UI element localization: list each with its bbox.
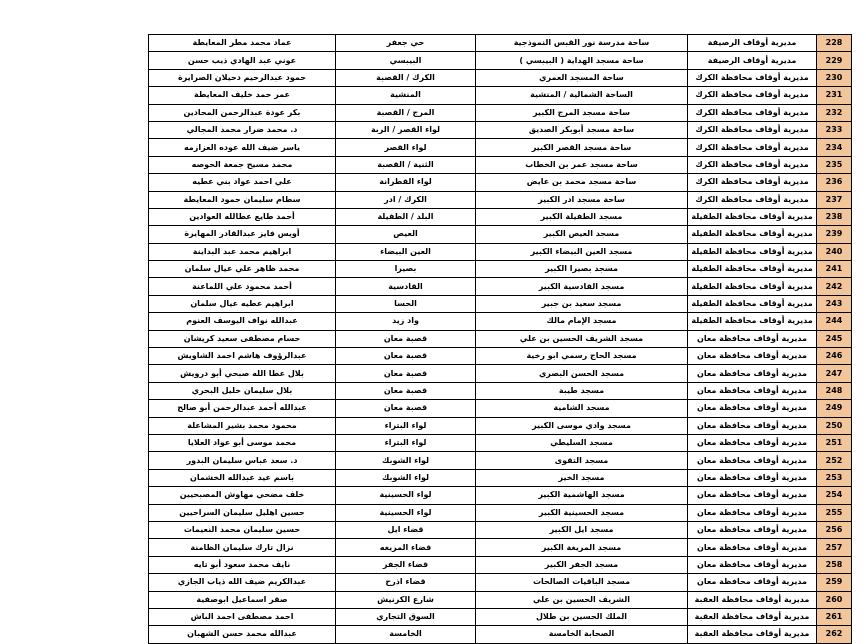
area-cell: لواء الشوبك [336, 469, 476, 486]
person-name-cell: عماد محمد مطر المعايطة [149, 35, 336, 52]
area-cell: لواء القصر / الربة [336, 121, 476, 138]
directorate-cell: مديرية أوقاف محافظة الطفيلة [688, 243, 817, 260]
person-name-cell: حمود عبدالرحيم دحيلان الصرايرة [149, 69, 336, 86]
area-cell: بصيرا [336, 261, 476, 278]
site-cell: مسجد بصيرا الكبير [476, 261, 688, 278]
site-cell: الصحابة الخامسة [476, 626, 688, 643]
directorate-cell: مديرية أوقاف محافظة الكرك [688, 69, 817, 86]
row-number-cell: 229 [817, 52, 852, 69]
site-cell: الشريف الحسين بن علي [476, 591, 688, 608]
table-row [149, 191, 852, 208]
table-row [149, 608, 852, 625]
area-cell: لواء الشوبك [336, 452, 476, 469]
person-name-cell: عبدالكريم ضيف الله ذياب الجازي [149, 574, 336, 591]
person-name-cell: علي احمد عواد بني عطيه [149, 174, 336, 191]
row-number-cell: 259 [817, 574, 852, 591]
directorate-cell: مديرية أوقاف محافظة معان [688, 434, 817, 451]
site-cell: ساحة مسجد الهداية ( البيبسي ) [476, 52, 688, 69]
directorate-cell: مديرية أوقاف محافظة الكرك [688, 139, 817, 156]
person-name-cell: حسين سليمان محمد النعيمات [149, 521, 336, 538]
row-number-cell: 238 [817, 208, 852, 225]
area-cell: المرج / القصبة [336, 104, 476, 121]
directorate-cell: مديرية أوقاف محافظة العقبة [688, 591, 817, 608]
site-cell: مسجد ايل الكبير [476, 521, 688, 538]
table-row [149, 417, 852, 434]
site-cell: مسجد الهاشمية الكبير [476, 487, 688, 504]
row-number-cell: 247 [817, 365, 852, 382]
row-number-cell: 231 [817, 87, 852, 104]
directorate-cell: مديرية أوقاف الرصيفة [688, 52, 817, 69]
directorate-cell: مديرية أوقاف محافظة الكرك [688, 156, 817, 173]
area-cell: قضاء ايل [336, 521, 476, 538]
person-name-cell: باسم عيد عبدالله الخشمان [149, 469, 336, 486]
area-cell: الكرك / ادر [336, 191, 476, 208]
row-number-cell: 235 [817, 156, 852, 173]
row-number-cell: 258 [817, 556, 852, 573]
directorate-cell: مديرية أوقاف محافظة الطفيلة [688, 226, 817, 243]
table-row [149, 121, 852, 138]
site-cell: مسجد الشريف الحسين بن علي [476, 330, 688, 347]
person-name-cell: عبدالله محمد حسن الشهبان [149, 626, 336, 643]
area-cell: الحسا [336, 295, 476, 312]
table-row [149, 348, 852, 365]
row-number-cell: 262 [817, 626, 852, 643]
table-row [149, 87, 852, 104]
area-cell: قصبة معان [336, 330, 476, 347]
table-row [149, 261, 852, 278]
table-row [149, 52, 852, 69]
table-row [149, 626, 852, 643]
table-row [149, 278, 852, 295]
area-cell: القادسية [336, 278, 476, 295]
table-row [149, 365, 852, 382]
table-row [149, 174, 852, 191]
site-cell: مسجد الحسينية الكبير [476, 504, 688, 521]
site-cell: مسجد الجفر الكبير [476, 556, 688, 573]
site-cell: ساحة مسجد ادر الكبير [476, 191, 688, 208]
person-name-cell: محمود محمد بشير المشاعلة [149, 417, 336, 434]
directorate-cell: مديرية أوقاف محافظة معان [688, 417, 817, 434]
person-name-cell: نزال تارك سليمان الظامنة [149, 539, 336, 556]
site-cell: مسجد الخير [476, 469, 688, 486]
directorate-cell: مديرية أوقاف محافظة معان [688, 348, 817, 365]
area-cell: قصبة معان [336, 400, 476, 417]
directorate-cell: مديرية أوقاف محافظة معان [688, 330, 817, 347]
directorate-cell: مديرية أوقاف محافظة الطفيلة [688, 261, 817, 278]
directorate-cell: مديرية أوقاف محافظة معان [688, 574, 817, 591]
area-cell: قصبة معان [336, 382, 476, 399]
directorate-cell: مديرية أوقاف محافظة معان [688, 556, 817, 573]
directorate-cell: مديرية أوقاف محافظة الكرك [688, 191, 817, 208]
person-name-cell: محمد ظاهر علي عيال سلمان [149, 261, 336, 278]
person-name-cell: حسين اهليل سليمان السراحيين [149, 504, 336, 521]
row-number-cell: 237 [817, 191, 852, 208]
area-cell: الثنية / القصبة [336, 156, 476, 173]
table-row [149, 504, 852, 521]
person-name-cell: صقر اسماعيل ابوصفية [149, 591, 336, 608]
directorate-cell: مديرية أوقاف محافظة العقبة [688, 608, 817, 625]
directorate-cell: مديرية أوقاف محافظة الكرك [688, 174, 817, 191]
site-cell: مسجد وادي موسى الكبير [476, 417, 688, 434]
directorate-cell: مديرية أوقاف محافظة الكرك [688, 104, 817, 121]
person-name-cell: سطام سليمان حمود المعايطة [149, 191, 336, 208]
site-cell: مسجد السليطي [476, 434, 688, 451]
site-cell: مسجد العيص الكبير [476, 226, 688, 243]
person-name-cell: عمر حمد خليف المعايطة [149, 87, 336, 104]
table-row [149, 452, 852, 469]
area-cell: السوق التجاري [336, 608, 476, 625]
person-name-cell: أحمد طايع عطالله العوادين [149, 208, 336, 225]
row-number-cell: 234 [817, 139, 852, 156]
person-name-cell: بكر عودة عبدالرحمن المحادين [149, 104, 336, 121]
directorate-cell: مديرية أوقاف محافظة معان [688, 521, 817, 538]
row-number-cell: 230 [817, 69, 852, 86]
row-number-cell: 260 [817, 591, 852, 608]
site-cell: ساحة مسجد محمد بن عايض [476, 174, 688, 191]
person-name-cell: أويس فايز عبدالقادر المهايرة [149, 226, 336, 243]
person-name-cell: ابراهيم عطيه عيال سلمان [149, 295, 336, 312]
row-number-cell: 244 [817, 313, 852, 330]
directorate-cell: مديرية أوقاف محافظة الكرك [688, 121, 817, 138]
directorate-cell: مديرية أوقاف محافظة العقبة [688, 626, 817, 643]
row-number-cell: 256 [817, 521, 852, 538]
table-row [149, 591, 852, 608]
site-cell: مسجد القادسية الكبير [476, 278, 688, 295]
table-row [149, 521, 852, 538]
site-cell: ساحة مسجد المرج الكبير [476, 104, 688, 121]
row-number-cell: 233 [817, 121, 852, 138]
row-number-cell: 236 [817, 174, 852, 191]
row-number-cell: 243 [817, 295, 852, 312]
table-row [149, 313, 852, 330]
person-name-cell: د. سعد عباس سليمان البدور [149, 452, 336, 469]
table-row [149, 434, 852, 451]
area-cell: البلد / الطفيلة [336, 208, 476, 225]
directorate-cell: مديرية أوقاف محافظة معان [688, 504, 817, 521]
table-row [149, 156, 852, 173]
person-name-cell: ياسر ضيف الله عوده العزازمه [149, 139, 336, 156]
area-cell: المنشية [336, 87, 476, 104]
area-cell: لواء البتراء [336, 434, 476, 451]
directorate-cell: مديرية أوقاف محافظة معان [688, 452, 817, 469]
person-name-cell: أحمد محمود علي اللماعنة [149, 278, 336, 295]
person-name-cell: بلال سليمان خليل البحري [149, 382, 336, 399]
area-cell: شارع الكرنيش [336, 591, 476, 608]
directorate-cell: مديرية أوقاف الرصيفة [688, 35, 817, 52]
table-row [149, 295, 852, 312]
person-name-cell: بلال عطا الله صبحي أبو درويش [149, 365, 336, 382]
site-cell: مسجد العين البيضاء الكبير [476, 243, 688, 260]
site-cell: مسجد الشامية [476, 400, 688, 417]
table-row [149, 243, 852, 260]
directorate-cell: مديرية أوقاف محافظة معان [688, 365, 817, 382]
area-cell: قصبة معان [336, 348, 476, 365]
directorate-cell: مديرية أوقاف محافظة معان [688, 469, 817, 486]
table-row [149, 487, 852, 504]
table-row [149, 208, 852, 225]
site-cell: الملك الحسين بن طلال [476, 608, 688, 625]
person-name-cell: عبدالله أحمد عبدالرحمن أبو صالح [149, 400, 336, 417]
area-cell: واد زيد [336, 313, 476, 330]
table-row [149, 226, 852, 243]
person-name-cell: ابراهيم محمد عبد البداينة [149, 243, 336, 260]
person-name-cell: محمد موسى أبو عواد العلايا [149, 434, 336, 451]
area-cell: البيبسي [336, 52, 476, 69]
site-cell: مسجد طيبة [476, 382, 688, 399]
row-number-cell: 240 [817, 243, 852, 260]
table-row [149, 556, 852, 573]
area-cell: قصبة معان [336, 365, 476, 382]
directorate-cell: مديرية أوقاف محافظة معان [688, 400, 817, 417]
site-cell: مسجد المريغة الكبير [476, 539, 688, 556]
assignments-table [148, 34, 852, 644]
row-number-cell: 246 [817, 348, 852, 365]
directorate-cell: مديرية أوقاف محافظة الطفيلة [688, 278, 817, 295]
site-cell: مسجد الحاج رسمي ابو رخية [476, 348, 688, 365]
area-cell: لواء القصر [336, 139, 476, 156]
table-row [149, 35, 852, 52]
area-cell: قضاء اذرح [336, 574, 476, 591]
table-row [149, 574, 852, 591]
directorate-cell: مديرية أوقاف محافظة الطفيلة [688, 313, 817, 330]
area-cell: قضاء الجفر [336, 556, 476, 573]
area-cell: الخامسة [336, 626, 476, 643]
person-name-cell: د. محمد ضرار محمد المجالي [149, 121, 336, 138]
site-cell: ساحة مسجد عمر بن الخطاب [476, 156, 688, 173]
person-name-cell: عبدالله نواف اليوسف العنوم [149, 313, 336, 330]
row-number-cell: 249 [817, 400, 852, 417]
table-row [149, 69, 852, 86]
row-number-cell: 241 [817, 261, 852, 278]
directorate-cell: مديرية أوقاف محافظة الكرك [688, 87, 817, 104]
directorate-cell: مديرية أوقاف محافظة معان [688, 487, 817, 504]
site-cell: مسجد الإمام مالك [476, 313, 688, 330]
person-name-cell: عوني عبد الهادي ذيب حسن [149, 52, 336, 69]
site-cell: ساحة مسجد القصر الكبير [476, 139, 688, 156]
site-cell: مسجد التقوى [476, 452, 688, 469]
table-row [149, 330, 852, 347]
site-cell: ساحة مسجد أبوبكر الصديق [476, 121, 688, 138]
area-cell: العيص [336, 226, 476, 243]
row-number-cell: 257 [817, 539, 852, 556]
area-cell: حي جعفر [336, 35, 476, 52]
row-number-cell: 242 [817, 278, 852, 295]
site-cell: مسجد الطفيلة الكبير [476, 208, 688, 225]
site-cell: مسجد الحسن البصري [476, 365, 688, 382]
table-row [149, 400, 852, 417]
person-name-cell: حسام مصطفى سعيد كريشان [149, 330, 336, 347]
area-cell: لواء الحسينية [336, 504, 476, 521]
table-row [149, 382, 852, 399]
table-row [149, 539, 852, 556]
directorate-cell: مديرية أوقاف محافظة الطفيلة [688, 208, 817, 225]
row-number-cell: 228 [817, 35, 852, 52]
person-name-cell: محمد مسيح جمعة الحوصه [149, 156, 336, 173]
area-cell: لواء الحسينية [336, 487, 476, 504]
row-number-cell: 255 [817, 504, 852, 521]
table-row [149, 139, 852, 156]
row-number-cell: 250 [817, 417, 852, 434]
table-row [149, 469, 852, 486]
table-body [149, 35, 852, 644]
area-cell: لواء القطرانة [336, 174, 476, 191]
row-number-cell: 252 [817, 452, 852, 469]
area-cell: لواء البتراء [336, 417, 476, 434]
person-name-cell: عبدالرؤوف هاشم احمد الشاويش [149, 348, 336, 365]
area-cell: العين البيضاء [336, 243, 476, 260]
site-cell: مسجد سعيد بن جبير [476, 295, 688, 312]
site-cell: مسجد الباقيات الصالحات [476, 574, 688, 591]
row-number-cell: 261 [817, 608, 852, 625]
person-name-cell: نايف محمد سعود أبو تايه [149, 556, 336, 573]
row-number-cell: 253 [817, 469, 852, 486]
directorate-cell: مديرية أوقاف محافظة الطفيلة [688, 295, 817, 312]
area-cell: قضاء المريغه [336, 539, 476, 556]
row-number-cell: 239 [817, 226, 852, 243]
person-name-cell: خلف مضحي مهاوش المصبحيين [149, 487, 336, 504]
row-number-cell: 245 [817, 330, 852, 347]
table-row [149, 104, 852, 121]
site-cell: الساحة الشمالية / المنشية [476, 87, 688, 104]
directorate-cell: مديرية أوقاف محافظة معان [688, 539, 817, 556]
row-number-cell: 248 [817, 382, 852, 399]
site-cell: ساحة مدرسة نور القبس النموذجية [476, 35, 688, 52]
site-cell: ساحة المسجد العمري [476, 69, 688, 86]
directorate-cell: مديرية أوقاف محافظة معان [688, 382, 817, 399]
area-cell: الكرك / القصبة [336, 69, 476, 86]
row-number-cell: 232 [817, 104, 852, 121]
row-number-cell: 254 [817, 487, 852, 504]
person-name-cell: احمد مصطفى احمد الباش [149, 608, 336, 625]
row-number-cell: 251 [817, 434, 852, 451]
